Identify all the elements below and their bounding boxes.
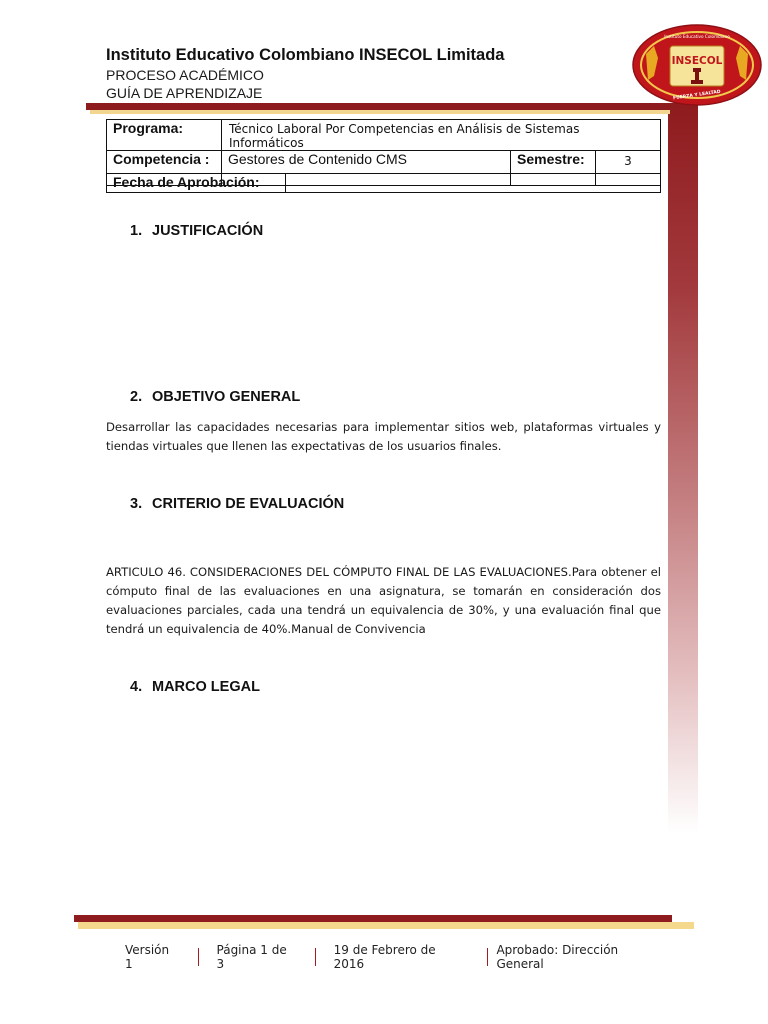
footer-red-bar (74, 915, 672, 922)
footer-separator (487, 948, 488, 966)
section-heading-marco-legal (130, 679, 260, 695)
programa-value: Técnico Laboral Por Competencias en Análisis de Sistemas Informáticos (222, 120, 661, 151)
footer-gold-bar (78, 922, 694, 929)
section-number: 4. (130, 679, 143, 695)
section-heading-objetivo (130, 389, 300, 405)
section-number: 3. (130, 496, 143, 512)
section-title: OBJETIVO GENERAL (152, 389, 301, 405)
section-number: 1. (130, 223, 143, 239)
competencia-label: Competencia : (107, 151, 222, 186)
criterio-paragraph: ARTICULO 46. CONSIDERACIONES DEL CÓMPUTO FINAL DE LAS EVALUACIONES.Para obtener el cómputo final de las evaluaciones en una asignatura, se tomarán en consideración dos evaluaciones parciales, cada una tendrá un equivalencia de 30%, y una evaluación final que tendrá un equivalencia de 40%.Manual de Convivencia (106, 565, 661, 636)
header-red-bar (86, 103, 670, 110)
logo-name-text: INSECOL (671, 55, 723, 67)
footer-separator (315, 948, 316, 966)
fecha-value (286, 174, 661, 193)
section-number: 2. (130, 389, 143, 405)
footer-approved: Aprobado: Dirección General (496, 943, 619, 971)
section-title: MARCO LEGAL (152, 679, 260, 695)
footer-date: 19 de Febrero de 2016 (333, 943, 436, 971)
section-heading-justificacion (130, 223, 263, 239)
institution-title: Instituto Educativo Colombiano INSECOL Limitada (106, 46, 505, 64)
fecha-label: Fecha de Aprobación: (107, 174, 286, 193)
section-heading-criterio (130, 496, 344, 512)
footer-page-number: Página 1 de 3 (216, 943, 287, 971)
process-subtitle: PROCESO ACADÉMICO (106, 67, 264, 83)
page-footer (106, 943, 666, 971)
programa-label: Programa: (107, 120, 222, 151)
footer-separator (198, 948, 199, 966)
objetivo-paragraph: Desarrollar las capacidades necesarias para implementar sitios web, plataformas virtuales y tiendas virtuales que llenen las expectativas de los usuarios finales. (106, 420, 661, 453)
footer-version: Versión 1 (125, 943, 170, 971)
insecol-logo (632, 24, 762, 106)
logo-top-text: Instituto Educativo Colombiano (664, 34, 730, 39)
approval-date-table (106, 173, 661, 193)
header-gold-bar (90, 110, 670, 114)
competencia-value: Gestores de Contenido CMS (222, 151, 511, 186)
semestre-value: 3 (596, 151, 661, 186)
logo-motto-text: FUERZA Y LEALTAD (672, 89, 721, 102)
guide-subtitle: GUÍA DE APRENDIZAJE (106, 85, 263, 101)
section-title: CRITERIO DE EVALUACIÓN (152, 496, 345, 512)
section-title: JUSTIFICACIÓN (152, 223, 264, 239)
side-gradient-bar (668, 103, 698, 833)
semestre-label: Semestre: (511, 151, 596, 186)
